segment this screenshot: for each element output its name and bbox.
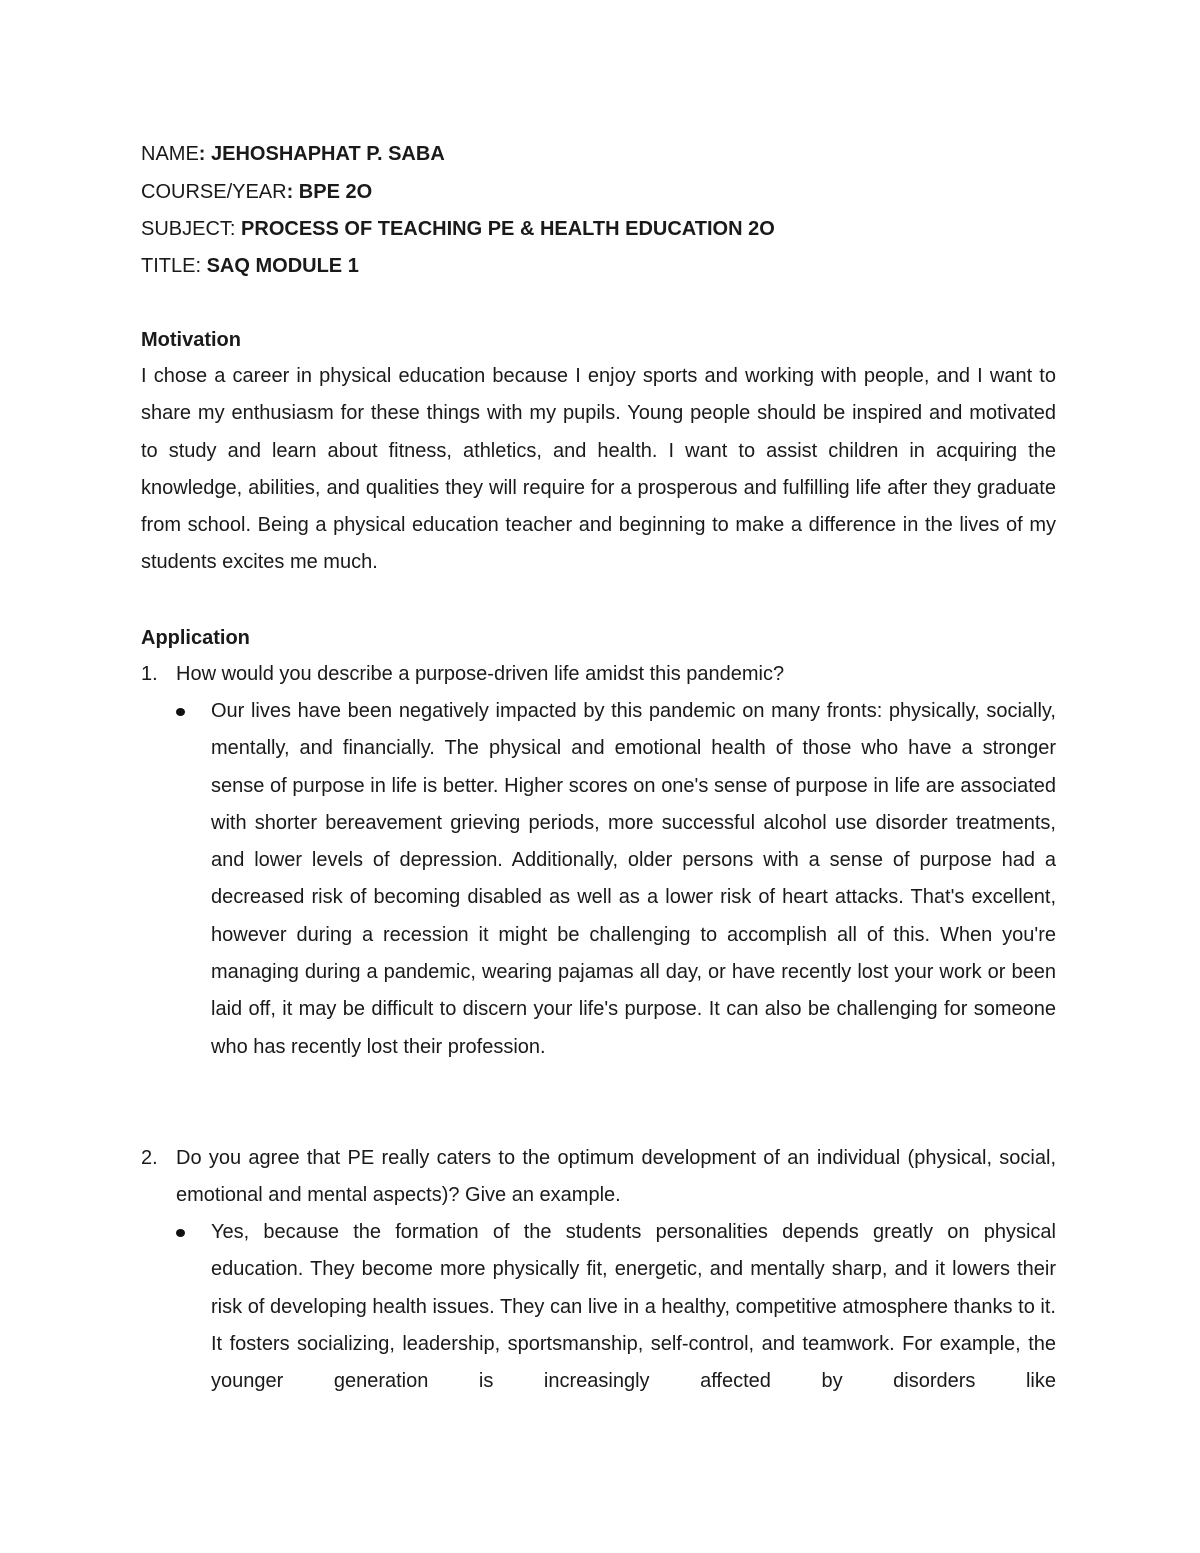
name-value: : JEHOSHAPHAT P. SABA (198, 143, 445, 165)
question-number: 1. (141, 663, 158, 685)
course-line (141, 179, 372, 205)
answer-text: Yes, because the formation of the students personalities depends greatly on physical education. They become more physically fit, energetic, and mentally sharp, and it lowers their risk of developing health issues. They can live in a healthy, competitive atmosphere thanks to it. It fosters socializing, leadership, sportsmanship, self-control, and teamwork. For example, the younger generation is increasingly affected by disorders like (211, 1221, 1056, 1393)
name-line (141, 141, 445, 167)
motivation-paragraph: I chose a career in physical education because I enjoy sports and working with people, and I want to share my enthusiasm for these things with my pupils. Young people should be inspired and motivated to study and learn about fitness, athletics, and health. I want to assist children in acquiring the knowledge, abilities, and qualities they will require for a prosperous and fulfilling life after they graduate from school. Being a physical education teacher and beginning to make a difference in the lives of my students excites me much. (141, 365, 1056, 574)
name-label: NAME (141, 143, 199, 165)
question-text: Do you agree that PE really caters to the optimum development of an individual (physical, social, emotional and mental aspects)? Give an example. (176, 1147, 1056, 1207)
answer-2 (176, 1214, 1056, 1400)
subject-value: PROCESS OF TEACHING PE & HEALTH EDUCATION 2O (241, 218, 775, 240)
motivation-heading: Motivation (141, 329, 241, 351)
title-line (141, 253, 359, 279)
question-2 (141, 1140, 1056, 1215)
title-label: TITLE: (141, 255, 207, 277)
bullet-icon (176, 1229, 185, 1237)
title-value: SAQ MODULE 1 (206, 255, 359, 277)
course-label: COURSE/YEAR (141, 181, 287, 203)
application-heading: Application (141, 627, 250, 649)
question-text: How would you describe a purpose-driven life amidst this pandemic? (176, 663, 785, 685)
bullet-icon (176, 708, 185, 716)
question-1 (141, 656, 1056, 693)
subject-label: SUBJECT: (141, 218, 242, 240)
answer-1 (176, 693, 1056, 1066)
subject-line (141, 216, 775, 242)
question-number: 2. (141, 1147, 158, 1169)
course-value: : BPE 2O (286, 181, 373, 203)
answer-text: Our lives have been negatively impacted by this pandemic on many fronts: physically, socially, mentally, and financially. The physical and emotional health of those who have a stronger sense of purpose in life is better. Higher scores on one's sense of purpose in life are associated with shorter bereavement grieving periods, more successful alcohol use disorder treatments, and lower levels of depression. Additionally, older persons with a sense of purpose had a decreased risk of becoming disabled as well as a lower risk of heart attacks. That's excellent, however during a recession it might be challenging to accomplish all of this. When you're managing during a pandemic, wearing pajamas all day, or have recently lost your work or been laid off, it may be difficult to discern your life's purpose. It can also be challenging for someone who has recently lost their profession. (211, 700, 1056, 1058)
